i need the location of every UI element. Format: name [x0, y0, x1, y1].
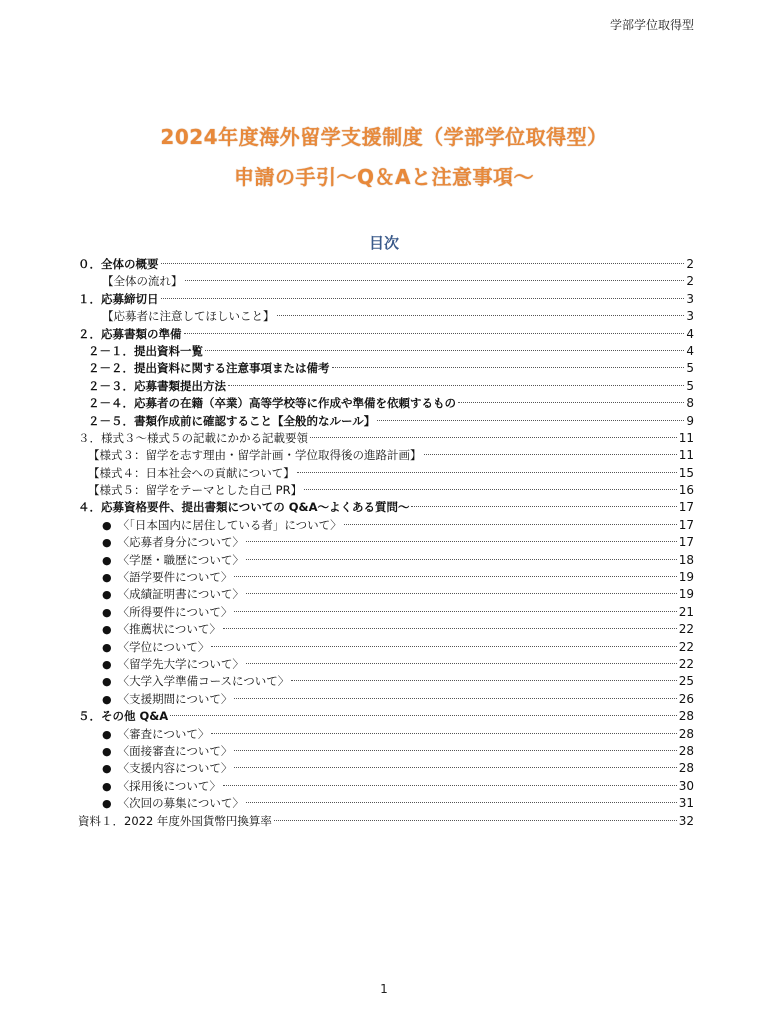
- dot-leader: [234, 750, 676, 751]
- toc-entry[interactable]: [78, 499, 694, 516]
- toc-entry-title: 〈成績証明書について〉: [117, 587, 244, 602]
- dot-leader: [246, 541, 677, 542]
- toc-entry[interactable]: [78, 256, 694, 273]
- toc-entry[interactable]: [78, 395, 694, 412]
- toc-entry[interactable]: [78, 552, 694, 569]
- bullet-icon: ●: [102, 675, 112, 689]
- toc-entry-title: 〈大学入学準備コースについて〉: [117, 674, 290, 689]
- table-of-contents: [78, 256, 694, 830]
- dot-leader: [234, 767, 676, 768]
- dot-leader: [246, 593, 677, 594]
- dot-leader: [291, 680, 676, 681]
- toc-entry-title: ５．その他 Q&A: [78, 709, 169, 724]
- bullet-icon: ●: [102, 762, 112, 776]
- dot-leader: [246, 802, 677, 803]
- toc-entry[interactable]: [78, 343, 694, 360]
- toc-entry-page: 11: [678, 448, 694, 463]
- toc-entry-title: 〈留学先大学について〉: [117, 656, 244, 671]
- toc-entry-page: 17: [678, 535, 694, 550]
- toc-entry-title: 〈語学要件について〉: [117, 570, 233, 585]
- toc-entry-page: 9: [686, 413, 694, 428]
- toc-entry-title: 【様式３：留学を志す理由・留学計画・学位取得後の進路計画】: [88, 448, 422, 463]
- dot-leader: [424, 454, 677, 455]
- bullet-icon: ●: [102, 779, 112, 793]
- bullet-icon: ●: [102, 623, 112, 637]
- dot-leader: [411, 506, 676, 507]
- toc-entry-page: 4: [686, 343, 694, 358]
- toc-entry-title: ２－４．応募者の在籍（卒業）高等学校等に作成や準備を依頼するもの: [88, 396, 456, 411]
- toc-entry-title: 【応募者に注意してほしいこと】: [102, 309, 275, 324]
- toc-entry-title: ２－２．提出資料に関する注意事項または備考: [88, 361, 330, 376]
- bullet-icon: ●: [102, 518, 112, 532]
- bullet-icon: ●: [102, 797, 112, 811]
- dot-leader: [211, 646, 676, 647]
- dot-leader: [205, 350, 684, 351]
- toc-entry-page: 31: [678, 796, 694, 811]
- dot-leader: [184, 333, 685, 334]
- toc-entry-page: 22: [678, 656, 694, 671]
- toc-entry[interactable]: [78, 604, 694, 621]
- dot-leader: [377, 420, 684, 421]
- toc-entry-page: 28: [678, 726, 694, 741]
- toc-entry-page: 25: [678, 674, 694, 689]
- dot-leader: [274, 820, 677, 821]
- dot-leader: [310, 437, 677, 438]
- toc-entry[interactable]: [78, 708, 694, 725]
- toc-entry-page: 8: [686, 396, 694, 411]
- toc-entry-page: 28: [678, 743, 694, 758]
- toc-entry-title: 〈学位について〉: [117, 639, 210, 654]
- toc-entry[interactable]: [78, 273, 694, 290]
- toc-entry[interactable]: [78, 326, 694, 343]
- toc-entry[interactable]: [78, 778, 694, 795]
- toc-entry[interactable]: [78, 726, 694, 743]
- toc-entry-title: 〈推薦状について〉: [117, 622, 221, 637]
- toc-entry-title: 資料１．2022 年度外国貨幣円換算率: [78, 813, 272, 828]
- toc-entry-page: 30: [678, 778, 694, 793]
- dot-leader: [211, 733, 676, 734]
- dot-leader: [223, 628, 677, 629]
- toc-entry-page: 4: [686, 326, 694, 341]
- toc-entry-page: 5: [686, 361, 694, 376]
- toc-entry-title: ３．様式３～様式５の記載にかかる記載要領: [78, 430, 308, 445]
- toc-entry-title: ２－５．書類作成前に確認すること【全般的なルール】: [88, 413, 376, 428]
- toc-entry[interactable]: [78, 413, 694, 430]
- toc-entry-title: ０．全体の概要: [78, 257, 159, 271]
- toc-entry[interactable]: [78, 447, 694, 464]
- bullet-icon: ●: [102, 727, 112, 741]
- bullet-icon: ●: [102, 605, 112, 619]
- toc-entry-title: 〈支援期間について〉: [117, 691, 233, 706]
- toc-entry[interactable]: [78, 291, 694, 308]
- toc-entry[interactable]: [78, 621, 694, 638]
- dot-leader: [246, 663, 677, 664]
- toc-entry-title: 〈所得要件について〉: [117, 604, 233, 619]
- dot-leader: [234, 698, 676, 699]
- header-label: 学部学位取得型: [609, 18, 694, 32]
- dot-leader: [332, 367, 685, 368]
- dot-leader: [297, 472, 677, 473]
- toc-entry-page: 3: [686, 309, 694, 324]
- toc-entry[interactable]: [78, 308, 694, 325]
- toc-entry-page: 5: [686, 378, 694, 393]
- toc-entry[interactable]: [78, 656, 694, 673]
- toc-entry-page: 28: [678, 761, 694, 776]
- toc-entry[interactable]: [78, 569, 694, 586]
- dot-leader: [458, 402, 684, 403]
- dot-leader: [223, 785, 677, 786]
- toc-entry-title: ２－１．提出資料一覧: [88, 343, 203, 358]
- toc-entry-title: ４．応募資格要件、提出書類についての Q&A～よくある質問～: [78, 500, 410, 515]
- toc-entry-title: 〈次回の募集について〉: [117, 796, 244, 811]
- toc-entry-page: 11: [678, 430, 694, 445]
- toc-entry[interactable]: [78, 430, 694, 447]
- toc-entry[interactable]: [78, 639, 694, 656]
- toc-entry-title: 〈採用後について〉: [117, 778, 221, 793]
- toc-entry-page: 19: [678, 587, 694, 602]
- bullet-icon: ●: [102, 571, 112, 585]
- toc-entry[interactable]: [78, 534, 694, 551]
- bullet-icon: ●: [102, 588, 112, 602]
- toc-entry[interactable]: [78, 760, 694, 777]
- toc-entry-page: 3: [686, 291, 694, 306]
- dot-leader: [304, 489, 677, 490]
- toc-entry-title: 〈応募者身分について〉: [117, 535, 244, 550]
- bullet-icon: ●: [102, 640, 112, 654]
- toc-entry-title: 〈学歴・職歴について〉: [117, 552, 244, 567]
- toc-entry[interactable]: [78, 517, 694, 534]
- toc-entry[interactable]: [78, 482, 694, 499]
- toc-heading: 目次: [368, 234, 399, 252]
- toc-entry[interactable]: [78, 691, 694, 708]
- toc-entry-title: 【様式５：留学をテーマとした自己 PR】: [88, 483, 303, 498]
- toc-entry[interactable]: [78, 465, 694, 482]
- toc-entry-page: 2: [686, 274, 694, 289]
- document-subtitle: 申請の手引～Q＆Aと注意事項～: [234, 165, 534, 189]
- toc-entry[interactable]: [78, 795, 694, 812]
- toc-entry-page: 19: [678, 570, 694, 585]
- toc-entry-title: 【様式４：日本社会への貢献について】: [88, 465, 295, 480]
- dot-leader: [228, 385, 684, 386]
- toc-entry-title: 【全体の流れ】: [102, 274, 183, 289]
- toc-entry-page: 22: [678, 622, 694, 637]
- toc-entry[interactable]: [78, 813, 694, 830]
- toc-entry-page: 17: [678, 517, 694, 532]
- toc-entry[interactable]: [78, 360, 694, 377]
- dot-leader: [170, 715, 677, 716]
- bullet-icon: ●: [102, 536, 112, 550]
- dot-leader: [246, 559, 677, 560]
- toc-entry-page: 28: [678, 709, 694, 724]
- toc-entry-title: 〈審査について〉: [117, 726, 210, 741]
- dot-leader: [185, 280, 685, 281]
- toc-entry-page: 21: [678, 604, 694, 619]
- dot-leader: [344, 524, 677, 525]
- toc-entry[interactable]: [78, 378, 694, 395]
- dot-leader: [234, 611, 676, 612]
- toc-entry[interactable]: [78, 673, 694, 690]
- toc-entry-page: 22: [678, 639, 694, 654]
- dot-leader: [277, 315, 685, 316]
- toc-entry-page: 17: [678, 500, 694, 515]
- bullet-icon: ●: [102, 744, 112, 758]
- bullet-icon: ●: [102, 553, 112, 567]
- toc-entry-title: １．応募締切日: [78, 291, 159, 306]
- page-number: 1: [380, 982, 388, 996]
- dot-leader: [234, 576, 676, 577]
- toc-entry-title: 〈支援内容について〉: [117, 761, 233, 776]
- document-title: 2024年度海外留学支援制度（学部学位取得型）: [160, 125, 608, 149]
- toc-entry-page: 26: [678, 691, 694, 706]
- dot-leader: [161, 263, 685, 264]
- toc-entry-title: 〈「日本国内に居住している者」について〉: [117, 517, 342, 532]
- toc-entry[interactable]: [78, 586, 694, 603]
- toc-entry[interactable]: [78, 743, 694, 760]
- toc-entry-title: 〈面接審査について〉: [117, 743, 233, 758]
- bullet-icon: ●: [102, 692, 112, 706]
- toc-entry-title: ２．応募書類の準備: [78, 326, 182, 341]
- bullet-icon: ●: [102, 657, 112, 671]
- toc-entry-page: 18: [678, 552, 694, 567]
- toc-entry-title: ２－３．応募書類提出方法: [88, 378, 226, 393]
- toc-entry-page: 15: [678, 465, 694, 480]
- dot-leader: [161, 298, 685, 299]
- toc-entry-page: 2: [686, 257, 694, 271]
- toc-entry-page: 32: [678, 813, 694, 828]
- toc-entry-page: 16: [678, 483, 694, 498]
